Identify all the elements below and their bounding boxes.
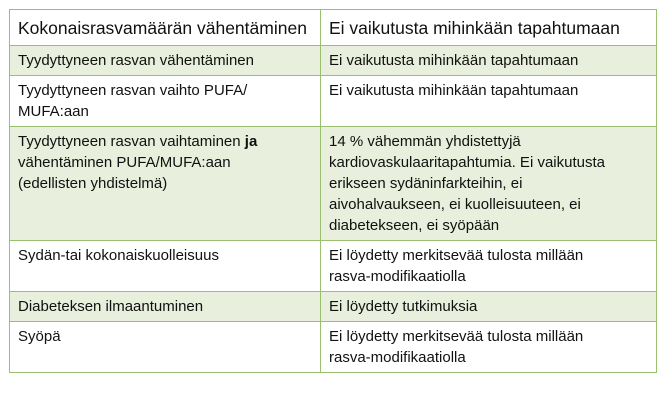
table-row xyxy=(10,76,657,127)
table-row xyxy=(10,127,657,241)
cell-line: MUFA:aan xyxy=(18,103,89,120)
cell-line: kardiovaskulaaritapahtumia. Ei vaikutusta xyxy=(329,154,605,171)
cell-line: rasva-modifikaatiolla xyxy=(329,268,466,285)
header-cell-right: Ei vaikutusta mihinkään tapahtumaan xyxy=(321,10,657,46)
cell-line: Diabeteksen ilmaantuminen xyxy=(18,298,204,315)
cell-line: Sydän-tai kokonaiskuolleisuus xyxy=(18,247,219,264)
table-row xyxy=(10,241,657,292)
cell-line xyxy=(18,131,312,152)
cell-line: erikseen sydäninfarkteihin, ei xyxy=(329,175,523,192)
cell-line: Tyydyttyneen rasvan vaihto PUFA/ xyxy=(18,82,248,99)
table-row xyxy=(10,322,657,373)
table-header-row xyxy=(10,10,657,46)
cell-line: Tyydyttyneen rasvan vähentäminen xyxy=(18,52,254,69)
cell-line: Ei löydetty tutkimuksia xyxy=(329,298,478,315)
cell-line: Ei vaikutusta mihinkään tapahtumaan xyxy=(329,82,579,99)
row-label-cell xyxy=(10,76,321,127)
cell-line: Ei vaikutusta mihinkään tapahtumaan xyxy=(329,52,579,69)
cell-line: vähentäminen PUFA/MUFA:aan xyxy=(18,154,231,171)
row-label-cell xyxy=(10,322,321,373)
row-value-cell xyxy=(321,292,657,322)
row-value-cell xyxy=(321,127,657,241)
cell-text: Tyydyttyneen rasvan vaihtaminen xyxy=(18,133,245,150)
row-value-cell xyxy=(321,322,657,373)
cell-line: Ei löydetty merkitsevää tulosta millään xyxy=(329,247,584,264)
cell-line: diabetekseen, ei syöpään xyxy=(329,217,500,234)
cell-line: aivohalvaukseen, ei kuolleisuuteen, ei xyxy=(329,196,581,213)
row-label-cell xyxy=(10,292,321,322)
table-row xyxy=(10,292,657,322)
row-label-cell xyxy=(10,46,321,76)
row-value-cell xyxy=(321,46,657,76)
row-value-cell xyxy=(321,241,657,292)
bold-conjunction: ja xyxy=(244,133,258,150)
cell-line: 14 % vähemmän yhdistettyjä xyxy=(329,133,521,150)
cell-line: Ei löydetty merkitsevää tulosta millään xyxy=(329,328,584,345)
header-cell-left: Kokonaisrasvamäärän vähentäminen xyxy=(10,10,321,46)
row-label-cell xyxy=(10,127,321,241)
row-value-cell xyxy=(321,76,657,127)
table-row xyxy=(10,46,657,76)
cell-line: (edellisten yhdistelmä) xyxy=(18,175,168,192)
cell-line: Syöpä xyxy=(18,328,61,345)
cell-line: rasva-modifikaatiolla xyxy=(329,349,466,366)
comparison-table xyxy=(9,9,657,373)
row-label-cell xyxy=(10,241,321,292)
